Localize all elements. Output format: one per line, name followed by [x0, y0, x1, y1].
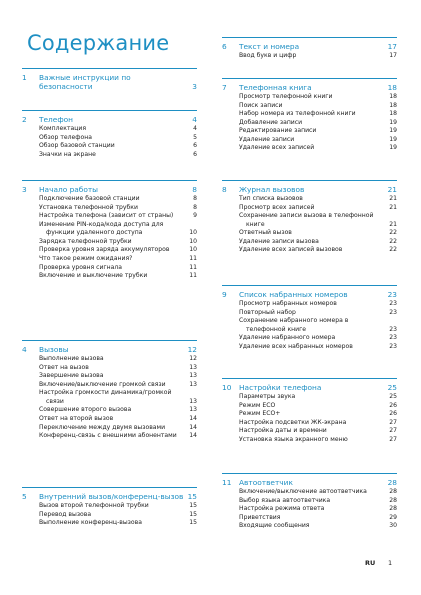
toc-section-11 — [222, 473, 397, 531]
section-divider — [222, 285, 397, 286]
toc-entry[interactable] — [22, 406, 197, 415]
entry-page-number: 8 — [193, 203, 197, 211]
toc-section-9 — [222, 285, 397, 351]
entry-title: Конференц-связь с внешними абонентами — [39, 432, 177, 440]
toc-entry[interactable] — [222, 119, 397, 128]
entry-page-number: 23 — [389, 300, 397, 308]
toc-entry[interactable] — [22, 255, 197, 264]
toc-section-8 — [222, 180, 397, 255]
entry-title: Значки на экране — [39, 150, 96, 158]
entry-page-number: 23 — [389, 325, 397, 333]
toc-entry[interactable] — [222, 497, 397, 506]
entry-title: Просмотр набранных номеров — [239, 300, 337, 308]
entry-page-number: 30 — [389, 522, 397, 530]
entry-page-number: 25 — [389, 393, 397, 401]
entry-page-number: 8 — [193, 195, 197, 203]
toc-entry[interactable] — [222, 246, 397, 255]
toc-entry[interactable] — [22, 511, 197, 520]
toc-entry[interactable] — [222, 410, 397, 419]
entry-title: Ответ на второй вызов — [39, 415, 114, 423]
section-divider — [222, 180, 397, 181]
toc-entry[interactable] — [22, 195, 197, 204]
toc-section-10 — [222, 378, 397, 444]
section-number: 8 — [222, 185, 227, 194]
entry-page-number: 27 — [389, 435, 397, 443]
entry-title: Режим ECO+ — [239, 410, 281, 418]
section-divider — [22, 487, 197, 488]
entry-title: Просмотр всех записей — [239, 203, 315, 211]
entry-page-number: 27 — [389, 427, 397, 435]
toc-entry[interactable] — [222, 402, 397, 411]
entry-title: Завершение вызова — [39, 372, 104, 380]
entry-title: Удаление всех записей вызовов — [239, 246, 343, 254]
entry-title: Сохранение записи вызова в телефонной книге — [239, 212, 374, 228]
toc-entry[interactable] — [22, 355, 197, 364]
entry-page-number: 10 — [189, 229, 197, 237]
entry-page-number: 5 — [193, 133, 197, 141]
section-title: Автоответчик — [239, 478, 293, 487]
footer-language: RU — [365, 559, 376, 567]
entry-page-number: 19 — [389, 118, 397, 126]
toc-entry[interactable] — [222, 393, 397, 402]
section-divider — [22, 110, 197, 111]
entry-title: Изменение PIN-кода/кода доступа для функции удаленного доступа — [39, 220, 164, 237]
entry-page-number: 6 — [193, 150, 197, 158]
toc-entry[interactable] — [222, 505, 397, 514]
entry-title: Повторный набор — [239, 308, 296, 316]
entry-title: Редактирование записи — [239, 127, 317, 135]
toc-entry[interactable] — [222, 52, 397, 61]
entry-page-number: 15 — [189, 519, 197, 527]
section-page-number: 17 — [387, 42, 397, 51]
toc-entry[interactable] — [22, 519, 197, 528]
entry-page-number: 14 — [189, 415, 197, 423]
entry-page-number: 15 — [189, 510, 197, 518]
toc-entry[interactable] — [22, 264, 197, 273]
entry-title: Совершение второго вызова — [39, 406, 132, 414]
entry-title: Комплектация — [39, 125, 87, 133]
section-heading[interactable] — [22, 115, 197, 124]
entry-page-number: 21 — [389, 203, 397, 211]
entry-page-number: 14 — [189, 432, 197, 440]
entry-title: Параметры звука — [239, 393, 296, 401]
entry-page-number: 21 — [389, 195, 397, 203]
section-number: 1 — [22, 73, 27, 82]
toc-section-1 — [22, 68, 197, 92]
toc-entry[interactable] — [22, 125, 197, 134]
toc-section-2 — [22, 110, 197, 159]
entry-page-number: 18 — [389, 110, 397, 118]
toc-entry[interactable] — [22, 424, 197, 433]
section-title: Текст и номера — [239, 42, 300, 51]
entry-page-number: 22 — [389, 246, 397, 254]
toc-entry[interactable] — [22, 204, 197, 213]
toc-entry[interactable] — [22, 151, 197, 160]
section-number: 10 — [222, 383, 232, 392]
entry-page-number: 18 — [389, 93, 397, 101]
entry-title: Настройка даты и времени — [239, 427, 327, 435]
entry-page-number: 23 — [389, 334, 397, 342]
toc-entry[interactable] — [222, 212, 397, 229]
section-title: Важные инструкции по безопасности — [39, 73, 131, 92]
entry-title: Обзор базовой станции — [39, 142, 115, 150]
entry-title: Установка языка экранного меню — [239, 435, 348, 443]
toc-entry[interactable] — [22, 364, 197, 373]
entry-title: Перевод вызова — [39, 510, 92, 518]
toc-entry[interactable] — [222, 300, 397, 309]
toc-entry[interactable] — [22, 372, 197, 381]
entry-page-number: 11 — [189, 272, 197, 280]
section-page-number: 8 — [192, 185, 197, 194]
section-page-number: 18 — [387, 83, 397, 92]
entry-page-number: 23 — [389, 342, 397, 350]
section-heading[interactable] — [22, 345, 197, 354]
section-divider — [222, 378, 397, 379]
toc-section-5 — [22, 487, 197, 528]
section-page-number: 4 — [192, 115, 197, 124]
toc-entry[interactable] — [22, 221, 197, 238]
toc-entry[interactable] — [222, 334, 397, 343]
entry-title: Проверка уровня заряда аккумуляторов — [39, 246, 170, 254]
entry-page-number: 23 — [389, 308, 397, 316]
section-number: 4 — [22, 345, 27, 354]
section-heading[interactable] — [22, 73, 197, 91]
entry-title: Входящие сообщения — [239, 522, 310, 530]
section-heading[interactable] — [222, 42, 397, 51]
section-number: 7 — [222, 83, 227, 92]
entry-title: Переключение между двумя вызовами — [39, 423, 166, 431]
section-divider — [22, 340, 197, 341]
toc-entry[interactable] — [222, 436, 397, 445]
section-number: 6 — [222, 42, 227, 51]
entry-title: Включение и выключение трубки — [39, 272, 148, 280]
section-title: Журнал вызовов — [239, 185, 305, 194]
entry-title: Удаление всех записей — [239, 144, 315, 152]
toc-entry[interactable] — [222, 93, 397, 102]
section-page-number: 25 — [387, 383, 397, 392]
entry-page-number: 28 — [389, 496, 397, 504]
entry-title: Ответ на вызов — [39, 363, 89, 371]
entry-title: Поиск записи — [239, 101, 283, 109]
toc-section-3 — [22, 180, 197, 281]
toc-entry[interactable] — [222, 195, 397, 204]
entry-page-number: 18 — [389, 101, 397, 109]
entry-page-number: 10 — [189, 246, 197, 254]
toc-entry[interactable] — [222, 127, 397, 136]
section-page-number: 21 — [387, 185, 397, 194]
entry-title: Удаление записи вызова — [239, 237, 319, 245]
toc-entry[interactable] — [22, 502, 197, 511]
section-heading[interactable] — [222, 185, 397, 194]
entry-page-number: 9 — [193, 212, 197, 220]
entry-title: Удаление записи — [239, 135, 295, 143]
entry-page-number: 22 — [389, 237, 397, 245]
entry-page-number: 19 — [389, 144, 397, 152]
toc-entry[interactable] — [22, 212, 197, 221]
toc-entry[interactable] — [222, 110, 397, 119]
entry-page-number: 10 — [189, 237, 197, 245]
section-number: 2 — [22, 115, 27, 124]
entry-title: Удаление набранного номера — [239, 334, 336, 342]
entry-title: Приветствия — [239, 513, 281, 521]
toc-entry[interactable] — [22, 272, 197, 281]
entry-title: Просмотр телефонной книги — [239, 93, 333, 101]
section-divider — [22, 68, 197, 69]
toc-entry[interactable] — [22, 389, 197, 406]
entry-title: Включение/выключение громкой связи — [39, 380, 166, 388]
toc-section-7 — [222, 78, 397, 153]
toc-entry[interactable] — [222, 102, 397, 111]
entry-page-number: 21 — [389, 220, 397, 228]
entry-page-number: 13 — [189, 406, 197, 414]
section-page-number: 23 — [387, 290, 397, 299]
entry-title: Сохранение набранного номера в телефонной книге — [239, 317, 349, 333]
section-divider — [22, 180, 197, 181]
entry-page-number: 12 — [189, 355, 197, 363]
entry-page-number: 6 — [193, 142, 197, 150]
section-title: Начало работы — [39, 185, 99, 194]
entry-title: Удаление всех набранных номеров — [239, 342, 353, 350]
entry-page-number: 13 — [189, 363, 197, 371]
entry-title: Зарядка телефонной трубки — [39, 237, 132, 245]
entry-page-number: 19 — [389, 135, 397, 143]
entry-page-number: 26 — [389, 401, 397, 409]
entry-page-number: 27 — [389, 418, 397, 426]
section-title: Телефонная книга — [239, 83, 312, 92]
toc-entry[interactable] — [222, 204, 397, 213]
entry-page-number: 22 — [389, 229, 397, 237]
entry-page-number: 15 — [189, 502, 197, 510]
section-heading[interactable] — [222, 290, 397, 299]
entry-title: Выбор языка автоответчика — [239, 496, 331, 504]
toc-entry[interactable] — [22, 246, 197, 255]
entry-page-number: 11 — [189, 263, 197, 271]
entry-title: Тип списка вызовов — [239, 195, 303, 203]
entry-page-number: 19 — [389, 127, 397, 135]
entry-page-number: 4 — [193, 125, 197, 133]
section-heading[interactable] — [222, 383, 397, 392]
section-title: Внутренний вызов/конференц-вызов — [39, 492, 184, 501]
entry-title: Настройка телефона (зависит от страны) — [39, 212, 174, 220]
toc-entry[interactable] — [222, 144, 397, 153]
entry-title: Настройка подсветки ЖК-экрана — [239, 418, 347, 426]
entry-title: Включение/выключение автоответчика — [239, 488, 367, 496]
toc-entry[interactable] — [22, 415, 197, 424]
entry-title: Режим ECO — [239, 401, 276, 409]
entry-title: Что такое режим ожидания? — [39, 255, 133, 263]
section-heading[interactable] — [22, 492, 197, 501]
toc-entry[interactable] — [222, 317, 397, 334]
entry-page-number: 29 — [389, 513, 397, 521]
toc-entry[interactable] — [222, 522, 397, 531]
section-page-number: 15 — [187, 492, 197, 501]
entry-title: Вызов второй телефонной трубки — [39, 502, 149, 510]
entry-page-number: 14 — [189, 423, 197, 431]
toc-entry[interactable] — [222, 488, 397, 497]
toc-entry[interactable] — [22, 134, 197, 143]
section-divider — [222, 473, 397, 474]
section-heading[interactable] — [22, 185, 197, 194]
toc-section-4 — [22, 340, 197, 441]
toc-entry[interactable] — [22, 432, 197, 441]
toc-section-6 — [222, 37, 397, 61]
entry-title: Добавление записи — [239, 118, 303, 126]
section-number: 5 — [22, 492, 27, 501]
entry-page-number: 11 — [189, 255, 197, 263]
entry-title: Настройка громкости динамика/громкой связи — [39, 389, 172, 405]
section-page-number: 12 — [187, 345, 197, 354]
entry-title: Набор номера из телефонной книги — [239, 110, 356, 118]
section-heading[interactable] — [222, 83, 397, 92]
entry-title: Выполнение вызова — [39, 355, 104, 363]
entry-page-number: 26 — [389, 410, 397, 418]
section-title: Телефон — [39, 115, 74, 124]
toc-entry[interactable] — [222, 427, 397, 436]
section-number: 11 — [222, 478, 232, 487]
entry-page-number: 13 — [189, 380, 197, 388]
entry-page-number: 13 — [189, 397, 197, 405]
toc-entry[interactable] — [22, 142, 197, 151]
entry-page-number: 17 — [389, 52, 397, 60]
section-page-number: 28 — [387, 478, 397, 487]
entry-title: Установка телефонной трубки — [39, 203, 138, 211]
section-number: 3 — [22, 185, 27, 194]
section-title: Настройки телефона — [239, 383, 322, 392]
page-title: Содержание — [27, 31, 170, 55]
section-title: Вызовы — [39, 345, 69, 354]
footer-page-number: 1 — [388, 559, 393, 567]
section-heading[interactable] — [222, 478, 397, 487]
section-title: Список набранных номеров — [239, 290, 348, 299]
entry-title: Настройка режима ответа — [239, 505, 325, 513]
entry-title: Обзор телефона — [39, 133, 92, 141]
toc-entry[interactable] — [22, 238, 197, 247]
section-divider — [222, 78, 397, 79]
toc-entry[interactable] — [222, 343, 397, 352]
entry-title: Проверка уровня сигнала — [39, 263, 122, 271]
section-number: 9 — [222, 290, 227, 299]
entry-title: Ввод букв и цифр — [239, 52, 297, 60]
entry-page-number: 28 — [389, 488, 397, 496]
entry-title: Ответный вызов — [239, 229, 292, 237]
entry-title: Выполнение конференц-вызова — [39, 519, 142, 527]
section-divider — [222, 37, 397, 38]
section-page-number: 3 — [192, 82, 197, 92]
entry-page-number: 28 — [389, 505, 397, 513]
entry-title: Подключение базовой станции — [39, 195, 140, 203]
toc-entry[interactable] — [222, 309, 397, 318]
entry-page-number: 13 — [189, 372, 197, 380]
toc-entry[interactable] — [222, 229, 397, 238]
